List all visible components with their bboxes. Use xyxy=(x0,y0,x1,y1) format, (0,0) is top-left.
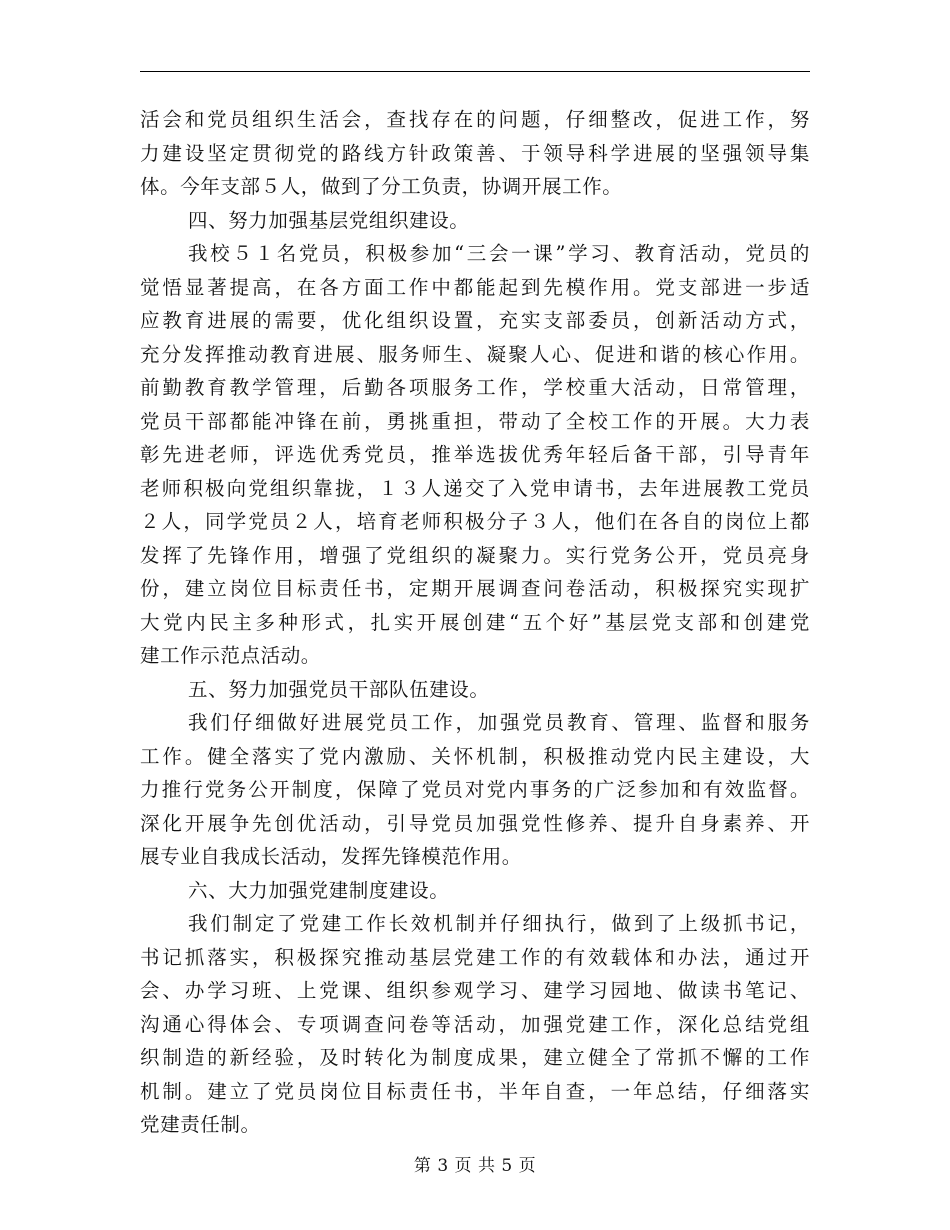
text-line: 党员干部都能冲锋在前，勇挑重担，带动了全校工作的开展。大力表 xyxy=(140,409,810,433)
header-rule xyxy=(140,71,810,72)
text-line: 力建设坚定贯彻党的路线方针政策善、于领导科学进展的坚强领导集 xyxy=(140,141,810,165)
text-line: 会、办学习班、上党课、组织参观学习、建学习园地、做读书笔记、 xyxy=(140,979,810,1002)
text-line: 织制造的新经验，及时转化为制度成果，建立健全了常抓不懈的工作 xyxy=(140,1046,810,1069)
text-line: 机制。建立了党员岗位目标责任书，半年自查，一年总结，仔细落实 xyxy=(140,1079,810,1103)
text-line: 前勤教育教学管理，后勤各项服务工作，学校重大活动，日常管理， xyxy=(140,376,810,399)
text-line: 建工作示范点活动。 xyxy=(140,644,321,667)
text-line: 体。今年支部５人，做到了分工负责，协调开展工作。 xyxy=(140,175,623,198)
text-line: 我们制定了党建工作长效机制并仔细执行，做到了上级抓书记， xyxy=(188,912,810,935)
text-line: 四、努力加强基层党组织建设。 xyxy=(188,208,470,232)
text-line: 活会和党员组织生活会，查找存在的问题，仔细整改，促进工作，努 xyxy=(140,108,810,131)
text-line: 份，建立岗位目标责任书，定期开展调查问卷活动，积极探究实现扩 xyxy=(140,577,810,600)
text-line: 发挥了先锋作用，增强了党组织的凝聚力。实行党务公开，党员亮身 xyxy=(140,543,810,567)
text-line: 党建责任制。 xyxy=(140,1113,261,1136)
text-line: 应教育进展的需要，优化组织设置，充实支部委员，创新活动方式， xyxy=(140,309,810,332)
text-line: 我们仔细做好进展党员工作，加强党员教育、管理、监督和服务 xyxy=(188,711,810,734)
text-line: 沟通心得体会、专项调查问卷等活动，加强党建工作，深化总结党组 xyxy=(140,1012,810,1036)
text-line: 展专业自我成长活动，发挥先锋模范作用。 xyxy=(140,845,522,868)
text-line: 深化开展争先创优活动，引导党员加强党性修养、提升自身素养、开 xyxy=(140,811,810,835)
document-body xyxy=(140,103,810,1142)
text-line: 充分发挥推动教育进展、服务师生、凝聚人心、促进和谐的核心作用。 xyxy=(140,342,810,366)
text-line: 六、大力加强党建制度建设。 xyxy=(188,878,450,902)
text-line: 觉悟显著提高，在各方面工作中都能起到先模作用。党支部进一步适 xyxy=(140,275,810,299)
text-line: 大党内民主多种形式，扎实开展创建“五个好”基层党支部和创建党 xyxy=(140,610,810,634)
text-line: 老师积极向党组织靠拢，１３人递交了入党申请书，去年进展教工党员 xyxy=(140,476,810,500)
text-line: 我校５１名党员，积极参加“三会一课”学习、教育活动，党员的 xyxy=(188,242,810,265)
text-line: 力推行党务公开制度，保障了党员对党内事务的广泛参加和有效监督。 xyxy=(140,778,810,801)
text-line: 书记抓落实，积极探究推动基层党建工作的有效载体和办法，通过开 xyxy=(140,945,810,969)
page-number-footer: 第 3 页 共 5 页 xyxy=(413,1156,537,1176)
text-line: 工作。健全落实了党内激励、关怀机制，积极推动党内民主建设，大 xyxy=(140,744,810,768)
text-line: 彰先进老师，评选优秀党员，推举选拔优秀年轻后备干部，引导青年 xyxy=(140,443,810,466)
text-line: ２人，同学党员２人，培育老师积极分子３人，他们在各自的岗位上都 xyxy=(140,510,810,533)
text-line: 五、努力加强党员干部队伍建设。 xyxy=(188,677,490,701)
